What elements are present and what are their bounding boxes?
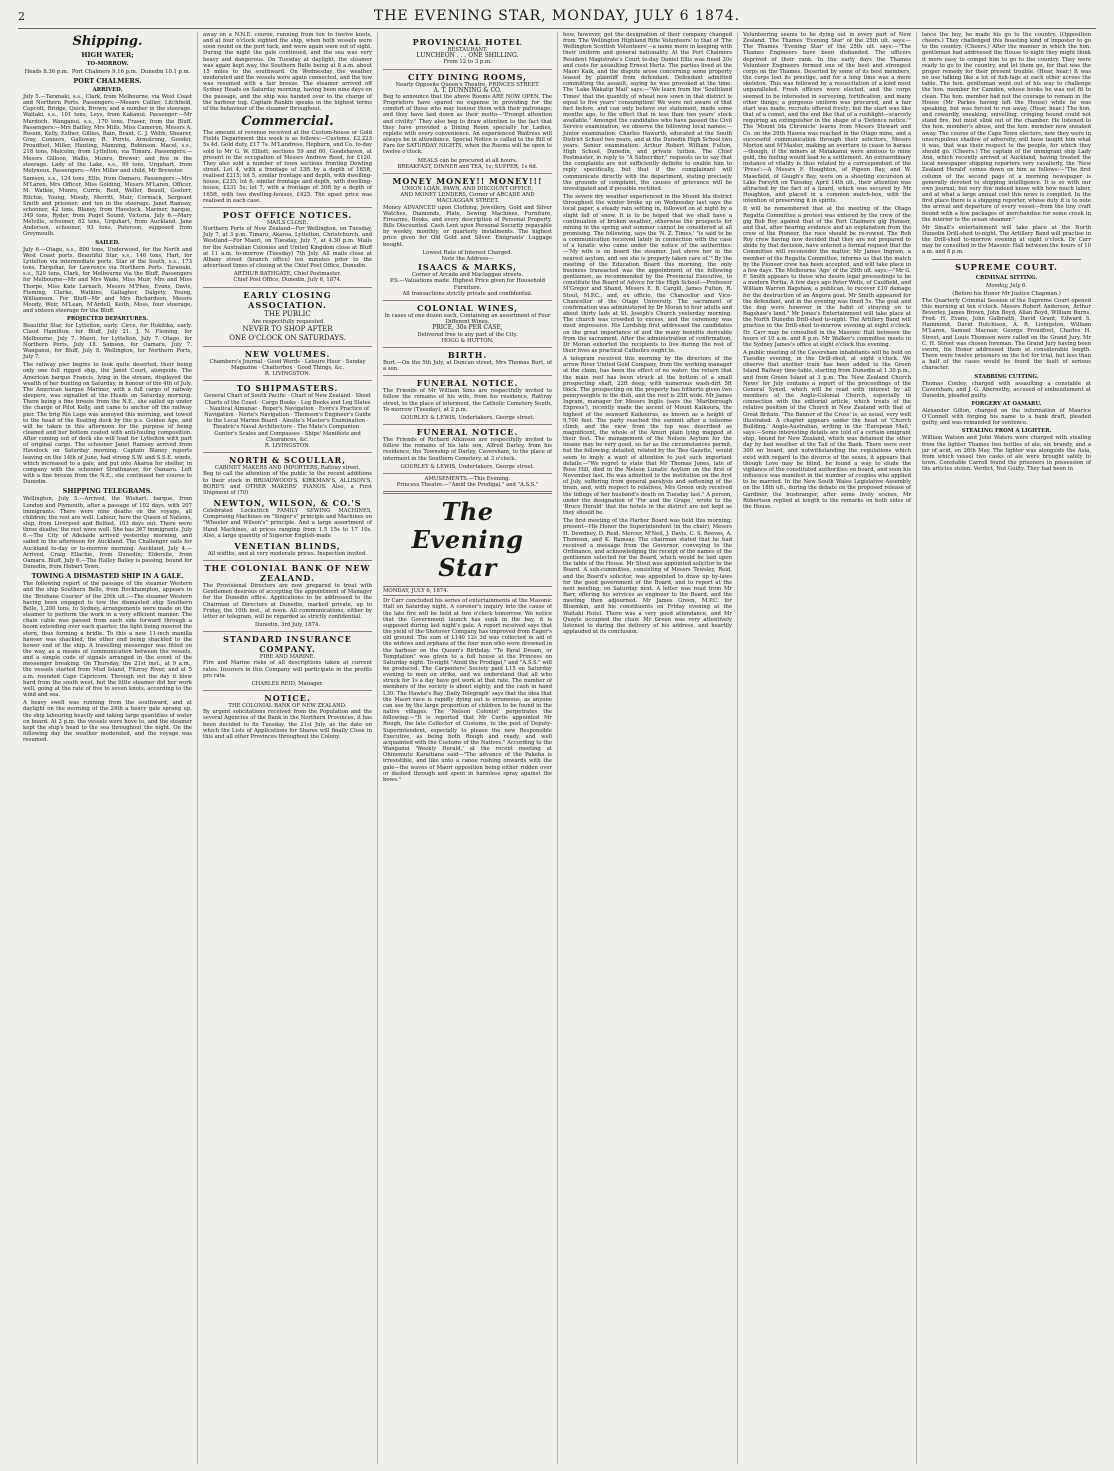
column-3 xyxy=(378,32,558,1464)
colonial-bank-ad xyxy=(203,560,372,628)
criminal-sitting-heading: CRIMINAL SITTING. xyxy=(975,274,1038,281)
towing-continued: away on a N.N.E. course, running from ten to twelve knots, and at four o'clock sighted the ship, when both vessels were soon round on the port tack, and were again soon out of sight. During the night the gale continued, and the sea was very heavy and dangerous. On Tuesday at daylight, the steamer was again kept way, the Southern Belle being at 8 a.m. about 15 miles to the southward. On Wednesday the weather moderated and the vessels were again connected, and the tow was resumed with a fair breeze. The steamer arrived off Sydney Heads on Saturday morning, having been nine days on the passage, and the ship was handed over to the charge of the harbour tug. Captain Rankin speaks in the highest terms of the behaviour of the steamer throughout. xyxy=(203,32,372,112)
funeral-1-text: The Friends of Mr William Sims are respectfully invited to follow the remains of his wife, from his residence, Rattray street, to the place of interment, the Catholic Cemetery South, To-morrow (Tuesday), at 2 p.m. xyxy=(383,388,552,413)
telegrams-heading: SHIPPING TELEGRAMS. xyxy=(62,487,153,496)
evening-star-masthead: The Evening Star xyxy=(411,497,524,583)
dateline xyxy=(383,586,552,596)
forgery-text: Alexander Gillon, charged on the information of Maurice O'Connell with forging his name to a bank draft, pleaded guilty, and was remanded for sentence. xyxy=(922,407,1091,427)
column-5-text-3: A public meeting of the Caversham inhabitants will be held on Tuesday evening, in the Drill-shed, at eight o'clock. We observe that another train has been added to the Green Island Railway time-table, starting from Dunedin at 1.30 p.m., and from Green Island at 3 p.m. The 'New Zealand Church News' for July contains a report of the proceedings of the General Synod, which will be read with interest by all members of the Anglo-Colonial Church, especially in connection with the editorial article, which treats of the relative position of the Church in New Zealand with that of Great Britain. 'The Banner of the Cross' is, as usual, very well illustrated. A chapter appears under the head of 'Church Building.' Anglo-Australian, writing in the 'European Mail,' says:—Some interesting details are told of a certain emigrant ship, bound for New Zealand, which was detained the other day by bad weather at the Tail of the Bank. There were over 300 on board, and notwithstanding the regulations which exist with regard to the divorce of the sexes, it appears that though Love may be blind, he found a way to elude the vigilance of the constituted authorities on board, and soon his influence was manifest in the number of couples who applied to be married. In the New South Wales Legislative Assembly on the 18th ult., during the debate on the proposed release of Gardiner, the bushranger, after some lively scenes, Mr Robertson replied at length to the remarks on both sides of the House. xyxy=(743,349,911,510)
city-dining-sub: Nearly Opposite Queen's Theatre, PRINCES STREET. xyxy=(395,81,540,88)
tide-dunedin: Dunedin 10.1 p.m. xyxy=(140,69,191,75)
mails-close-label: MAILS CLOSE. xyxy=(266,219,309,226)
stabbing-heading: STABBING CUTTING. xyxy=(974,373,1039,380)
page-number: 2 xyxy=(18,10,25,23)
tide-heads: Heads 8.36 p.m. xyxy=(24,69,69,75)
columns xyxy=(18,32,1096,1464)
city-dining-heading: CITY DINING ROOMS, xyxy=(408,71,527,82)
new-volumes-signature: R. LIVINGSTON. xyxy=(264,371,311,378)
arrived-heading: ARRIVED. xyxy=(92,87,123,93)
column-4-text-1: how, however, got the designation of their company changed from 'The Wellington Highland Rifle Volunteers' to that of 'The Wellington Scottish Volunteers'—a name more in keeping with their uniform and general nationality. At the Port Chalmers Resident Magistrate's Court to-day Daniel Ellis was fined 20s and costs for assaulting Ernest Hertz. The parties lived at the Maori Kaik, and the dispute arose concerning some property leased by plaintiff from defendant. Defendant admitted committing the assault, saying he was provoked at the time. The 'Lake Wakatip Mail' says:—"We learn from the 'Southland Times' that the quantity of wheat now sown in that district is equal to five years' consumption! We were not aware of that fact before, and can only believe our statement, made some months ago, to the effect that in less than two years' stock available." Amongst the candidates who have passed the Civil Service examination, we observe the following local names:—Junior examination: Charles Haworth, educated at the South District School two years, and at the Dunedin High School two years. Senior examination: Arthur Robert William Fulton, High School, Dunedin, and private tuition. The Chief Postmaster, in reply to "A Subscriber," requests us to say that the complaints are not sufficiently definite to enable him to reply specifically, but that if the complainant will communicate directly with the department, stating precisely the grounds of complaint, the causes of grievance will be investigated and if possible rectified. xyxy=(563,32,732,192)
column-5 xyxy=(738,32,917,1464)
meals-label: MEALS can be procured at all hours. xyxy=(417,157,518,164)
page-header xyxy=(18,6,1096,29)
provincial-hotel-sub: RESTAURANT. xyxy=(447,47,488,53)
city-dining-text: Beg to announce that the above Rooms ARE NOW OPEN. The Proprietors have spared no expense in providing for the comfort of those who may honour them with their patronage; and they have laid down as their motto—"Prompt attention and civility." They also beg to draw attention to the fact that they have provided a Dining Room specially for Ladies, replete with every convenience. An experienced Waitress will always be in attendance. Special Notice is called to the Bill of Fare for SATURDAY NIGHTS, when the Rooms will be open to twelve o'clock. xyxy=(383,94,552,156)
column-4-text-2: The severe dry weather experienced in the Mount Ida district throughout the winter broke up on Wednesday last says the local paper, a steady rain setting in, followed on at night by a slight fall of snow. It is to be hoped that we shall have a continuation of broken weather, otherwise the prospects for mining in the spring and summer cannot be considered at all promising. The following, says the 'N. Z. Times,' "is said to be a communication received lately in connection with the case of a lunatic who came under the notice of the authorities:—'My wife is on board the steamer. Just shove her in the nearest asylum, and see she is properly taken care of.'" By the meeting of the Education Board this morning, the only business transacted was the appointment of the following gentlemen, as recommended by the Provincial Executive, to constitute the Board of Advice for the High School:—Professor M'Gregor and Shand, Messrs E. B. Cargill, James Fulton, R. Stout, M.P.C., and, ex officio, the Chancellor and Vice-Chancellor of the Otago University. The sacrament of confirmation was administered by Dr Moran to four adults and about thirty lads at St. Joseph's Church yesterday morning. The church was crowded to excess, and the ceremony was most impressive. His Lordship first addressed the candidates on the great importance of and the many benefits derivable from the sacrament. After the administration of confirmation, Dr Moran exhorted the recipients to live during the rest of their lives as practical Catholics ought to. xyxy=(563,194,732,354)
new-volumes-ad xyxy=(203,346,372,378)
towing-heading: TOWING A DISMASTED SHIP IN A GALE. xyxy=(31,572,184,581)
interest-label: Lowest Rate of Interest Charged. xyxy=(422,249,513,256)
money-heading: MONEY MONEY!! MONEY!!! xyxy=(392,175,543,186)
newton-text: Celebrated Lockstitch FAMILY SEWING MACHINES, Comprising Machines on "Singer's" principle and Machines on "Wheeler and Wilson's" principle. And a large assortment of Hand Machines, at prices ranging from 1.5 15s to 17 10s. Also, a large quantity of Superior English-made xyxy=(203,508,372,539)
colonial-wines-price: PRICE, 30s PER CASE, xyxy=(432,324,503,332)
port-chalmers-heading: PORT CHALMERS. xyxy=(73,77,142,85)
arrived-text: July 5.—Taranaki, s.s., Clark, from Melbourne, via West Coast and Northern Ports. Passengers:—Mesars Collier, Litchfield, Capcott, Bridge, Quick, Brown; and a number in the steerage. Waitaki, s.s., 101 tons, Leys, from Kakanui. Passenger:—Mr Murdoch. Wanganui, s.s., 170 tons, Fraser, from the Bluff. Passengers:—Mrs Bailley, Mrs Mills, Miss Cameron, Messrs A. Rossin, Kelly, Esther, Gillies, Bain, Braid, C. J. Webb, Shearer, Gray, Conners, Galloway, R. Purvis, Armstrong, Gooder, Proudfoot, Miller, Hunting, Manning, Robinson. Macel, s.s., 218 tons, Malcolm, from Lyttelton, via Timaru. Passengers:—Messrs Gilloon, Wallis, Munro, Brewer; and five in the steerage. Lady of the Lake, s.s., 99 tons, Urquhart, from Molyneux. Passengers:—Mrs Miller and child, Mr Brewster. xyxy=(23,94,192,174)
union-loan-label: UNION LOAN, PAWN, AND DISCOUNT OFFICE, xyxy=(401,185,534,192)
the-public-label: THE PUBLIC xyxy=(264,309,311,318)
new-volumes-list: Chambers's Journal · Good Words · Leisure Hour · Sunday Magazine · Chatterbox · Good Things, &c. xyxy=(209,358,366,372)
column-6-text-1: lance the boy, he made his go to the country. (Opposition cheers.) They challenged this boasting kind of imposter to go to the country. (Cheers.) After the manner in which the hon. gentleman had addressed the House to-night they might think it more easy to compel him to go to the country. They were ready to go to the country, and let them go, for that was the proper remedy for their present trouble. (Hear, hear.) It was no use talking like a lot of fish-fags at each other across the table. The hon. gentleman went out of his way to challenge the hon. member for Camden, whose books he was not fit to clean. The hon. member had not the courage to remain in the House (Mr Parkes having left the House) while he was speaking, but was forced to run away. (Hear, hear.) The hon. and cowardly, sneaking, snivelling, cringing hound could not stand fire, but must slink out of the chamber. He listened to the hon. member's abuse, and the hon. member now sneaked away. The course of the Cape Town electors, now they were in unscrupulous shadow of adversity, will have taught him what it was, that was their respect to the people, for which they should go. (Cheers.) The captain of the immigrant ship Lady Ann, which recently arrived at Auckland, having treated the local newspaper shipping reporters very cavalierly, the 'New Zealand Herald' comes down on him as follows:—"The first column of the second page of a morning newspaper is generally devoted to shipping intelligence. It is so with our own journal; but very few indeed know with how much labor, and at what a large annual cost this news is compiled. In the first place there is a shipping reporter, whose duty it is to note the arrival and departure of every vessel—from the tiny craft bound with a few packages of merchandise for some creek in the interior to the ocean steamer." xyxy=(922,32,1091,223)
column-6-text-2: Mr Small's entertainment will take place at the North Dunedin Drill-shed to-night. The Artillery Band will practise in the Drill-shed to-morrow evening at eight o'clock. Dr Carr may be consulted in the Masonic Hall between the hours of 10 a.m. and 8 p.m. xyxy=(922,224,1091,256)
projected-text: Beautiful Star, for Lyttelton, early. Circe, for Hokitika, early. Claud Hamilton, for Bluff, July 21. J. N. Fleming, for Melbourne, July 7. Maori, for Lyttelton, July 7. Otago, for Northern Ports, July 18. Samson, for Oamaru, July 7. Wanganui, for Bluff, July 8. Wellington, for Northern Ports, July 7. xyxy=(23,323,192,361)
court-date: Monday, July 6. xyxy=(985,282,1028,289)
colonial-bank-heading: THE COLONIAL BANK OF NEW ZEALAND. xyxy=(204,563,371,584)
north-scoullar-heading: NORTH & SCOULLAR, xyxy=(228,455,347,466)
column-1-tail: A heavy swell was running from the southward, and at daylight on the morning of the 24th a heavy gale sprang up, the ship labouring heavily and taking large quantities of water on board. At 2 p.m. the vessels were hove to, and the steamer kept the ship's head to the sea throughout the night. On the following day the weather moderated, and the voyage was resumed. xyxy=(23,700,192,744)
funeral-2-signature: GOURLEY & LEWIS, Undertakers, George street. xyxy=(400,463,535,470)
column-2 xyxy=(198,32,378,1464)
stabbing-text: Thomas Conley, charged with assaulting a constable at Caversham; and J. G. Abernethy, accused of embezzlement at Dunedin, pleaded guilty. xyxy=(922,380,1091,399)
amusements-text: Princess Theatre.—"Amid the Prodigal," and "A.S.S." xyxy=(396,482,539,489)
funeral-2-text: The Friends of Richard Atkinson are respectfully invited to follow the remains of his late son, Alfred Darley, from his residence, the Township of Darley, Caversham, to the place of interment in the Southern Cemetery, at 3 o'clock. xyxy=(383,437,552,462)
column-5-text-2: It will be remembered that at the meeting of the Otago Regatta Committee a protest was entered by the crew of the gig Rob Roy against that of the Port Chalmers gig Pioneer, and that, after hearing evidence and an explanation from the crew of the Pioneer, the race should be re-rowed. The Rob Roy crew having now decided that they are not prepared to abide by that decision, have entered a formal request that the Committee will reconsider the matter. Mr James Ingram, a member of the Regatta Committee, informs us that the match by the Pioneer crew has been accepted, and will take place in a few days. The Melbourne 'Age' of the 29th ult. says:—"Mr G. F. Smith appears to those who desire legal proceedings to be a modern Portia. A few days ago Peter Wells, of Caulfield, and William Warren Bagshaw, a publican, to recover £10 damage for the destruction of an Angora goat. Mr Smith appeared for the defendant, and in the evening was fined 5s. The goat and the dog were however in the habit of straying on to Bagshaw's land." Mr Jones's Entertainment will take place at the North Dunedin Drill-shed to-night. The Artillery Band will practise in the Drill-shed to-morrow evening at eight o'clock. Dr. Carr may be consulted in the Masonic Hall between the hours of 10 a.m. and 8 p.m. Mr Walker's committee meets in the Sydney James's office at eight o'clock this evening. xyxy=(743,206,911,348)
colonial-wines-delivered: Delivered free to any part of the City. xyxy=(417,331,518,338)
luncheon-label: LUNCHEON . . . ONE SHILLING. xyxy=(416,52,519,60)
colonial-bank-text: The Provisional Directors are now prepared to treat with Gentlemen desirous of accepting the appointment of Manager for the Dunedin office. Applications to be addressed to the Chairman of Directors at Dunedin, marked private, up to Friday, the 10th inst., at noon. All communications, either by letter or telegram, will be regarded as strictly confidential. xyxy=(203,583,372,620)
colonial-bank-date: Dunedin, 3rd July, 1874. xyxy=(254,622,321,628)
bank-notice-sub: THE COLONIAL BANK OF NEW ZEALAND. xyxy=(228,703,347,710)
early-closing-heading: EARLY CLOSING ASSOCIATION. xyxy=(243,289,332,310)
bank-notice-ad xyxy=(203,690,372,740)
post-office-ad xyxy=(203,207,372,284)
post-office-text: Northern Ports of New Zealand—For Wellington, on Tuesday, July 7, at 3 p.m. Timaru, Akaroa, Lyttelton, Christchurch, and Westland—For Maori, on Tuesday, July 7, at 4.30 p.m. Mails for the Australian Colonies and United Kingdom close at Bluff at 11 a.m. to-morrow (Tuesday) 7th July. All mails close at Albany street (branch office) ten minutes prior to the advertised times of closing at the Chief Post Office, Dunedin. xyxy=(203,226,372,270)
column-6 xyxy=(917,32,1096,1464)
address-note: Note the Address— xyxy=(441,255,494,262)
post-office-date: Chief Post Office, Dunedin, July 6, 1874. xyxy=(233,277,342,284)
amusements-heading: AMUSEMENTS.—This Evening. xyxy=(424,475,511,482)
post-office-signature: ARTHUR BATHGATE, Chief Postmaster. xyxy=(233,271,342,278)
never-label: NEVER TO SHOP AFTER xyxy=(242,324,333,333)
colonial-wines-signature: HOGG & HUTTON. xyxy=(441,337,494,344)
court-rule xyxy=(932,259,1081,260)
colonial-wines-ad xyxy=(383,300,552,344)
funeral-notice-2 xyxy=(383,424,552,470)
shipmasters-signature: R. LIVINGSTON. xyxy=(264,443,311,450)
column-1 xyxy=(18,32,198,1464)
supreme-court-heading: SUPREME COURT. xyxy=(954,262,1059,273)
post-office-heading: POST OFFICE NOTICES. xyxy=(222,209,353,220)
commercial-text: The amount of revenue received at the Custom-house or Gold Fields Department this week is as follows:—Customs, £2,223 5s 4d. Gold duty, £17 7s. M'Landress, Hepburn, and Co. to-day sold to Mr G. W. Elliott, sections 59 and 60, Goodshaven, at present in the occupation of Messrs Andrew Reed, for £120. They also sold a number of town sections fronting Dowling street. Lot 4, with a frontage of 33ft by a depth of 165ft, realised £215; lot 5, similar frontage and depth, with dwelling-house, £235; lot 6, similar frontage and depth, with dwelling-house, £231 5s; lot 7, with a frontage of 30ft by a depth of 165ft, with two dwelling-houses, £425. The upset price was realised in each case. xyxy=(203,130,372,204)
page-title: THE EVENING STAR, MONDAY, JULY 6 1874. xyxy=(373,8,741,24)
column-5-text-1: Volunteering seems to be dying out in every part of New Zealand. The Thames 'Evening Star' of the 25th ult. says:—The Thames 'Evening Star' of the 25th ult. says:—"The Thames Engineers have been disbanded. The officers deprived of their rank. In the early days the Thames Volunteer Engineers formed one of the best and strongest corps on the Thames. Deserted by some of its best members, the corps lost its prestige, and for a long time was a mere skeleton. This was followed by a resuscitation of a kind most unparalleled. Fresh officers were elected, and the corps seemed to be interested in surveying, fortification, and many other things; a gorgeous uniform was procured, and a fair start was made, recruits offered freely; but the start was like that of a comet, and the end like that of a rushlight—scarcely requiring an extinguisher in the shape of a 'Defence notice.'" The 'Mount Ida Chronicle' learns from Messrs Stewart and Co. on the 29th Hawea was reached in the Otago mine, and a successful communication through their solicitors, Messrs Morton and M'Master, making an overture to cease to harass—though, if the miners at Matakanui were anxious to mine gold, the feeling would lead to a settlement. An extraordinary instance of vitality is thus related by a correspondent of the 'Press':—A Messrs F. Houghton, of Pigeon Bay, and W. Masefield, of Gough's Bay, were on a shooting excursion at Lake Forsyth on Tuesday, April 14th ult., their attention was attracted by the fact of a lizard, which was secured by Mr Houghton, and placed in a common match-box, with the intention of preserving it in spirits. xyxy=(743,32,911,205)
column-4 xyxy=(558,32,738,1464)
north-scoullar-ad xyxy=(203,452,372,557)
masthead-rule-top xyxy=(383,491,552,494)
money-ad xyxy=(383,173,552,297)
towing-text: The following report of the passage of the steamer Western and the ship Southern Belle, from Rockhampton, appears in the 'Brisbane Courier' of the 29th ult.:—The steamer Western having been engaged to tow the dismasted ship Southern Belle, 1,200 tons, to Sydney, arrangements were made on the steamer to perform the work in a very efficient manner. The chain cable was passed from each side forward through a boom extending over each quarter, the light being moored the stern, thus forming a bridle. To this a new 11-inch manilla hawser was shackled, the other end being shackled to the bower end of the ship. A travelling messenger was fitted on the way, as a means of communication between the vessels, and a simple code of signals arranged in the event of the messenger breaking. On Thursday, the 21st inst., at 9 a.m., the vessels started from Mud Island, Fitzroy River, and at 5 a.m. rounded Cape Capricorn. Through out the day it blew hard from the south west, but the little steamer did her work well, going at the rate of five to seven knots, according to the wind and sea. xyxy=(23,581,192,699)
dateline-text: MONDAY, JULY 6, 1874. xyxy=(383,588,449,595)
bank-notice-text: By urgent solicitations received from the Population and the several Agencies of the Bank in the Northern Provinces, it has been decided to fix Tuesday, the 21st July, as the date on which the Lists of Applications for Shares will finally Close in this and all other Provinces throughout the Colony. xyxy=(203,709,372,740)
requested-label: Are respectfully requested xyxy=(251,318,324,325)
stealing-heading: STEALING FROM A LIGHTER. xyxy=(961,428,1052,435)
north-scoullar-text: Beg to call the attention of the public to the recent additions to their stock in BROADWOOD'S, KIRKMAN'S, ALLISON'S, BORD'S and OTHER MAKERS' PIANOS. Also, a First Shipment of (70) xyxy=(203,471,372,496)
isaacs-marks-private: All transactions strictly private and confidential. xyxy=(402,290,533,297)
early-closing-ad xyxy=(203,287,372,343)
sailed-heading: SAILED. xyxy=(95,239,120,246)
north-scoullar-sub: CABINET MAKERS AND IMPORTERS, Rattray street, xyxy=(214,465,361,472)
shipping-title: Shipping. xyxy=(72,34,143,49)
breakfast-label: BREAKFAST, DINNER and TEA, 1s; SUPPER, 1s 6d. xyxy=(397,163,538,170)
funeral-2-heading: FUNERAL NOTICE. xyxy=(416,427,519,438)
sailed-text: July 6.—Otago, s.s., 800 tons, Underwood, for the North and West Coast ports. Beautiful Star, s.s., 146 tons, Hart, for Lyttelton via intermediate ports. Star of the South, s.s., 173 tons, Farquhar, for Lawrence via Northern Ports. Taranaki, s.s., 520 tons, Clark, for Melbourne via the Bluff. Passengers for Melbourne—Mr and Mrs Wade, Miss Muir, Mrs and Miss Thorpe, Miss Kate Larnach, Messrs M'Phee, Evans, Davis, Fleming, Clarke, Watkins, Gallagher, Dalgety, Young, Williamson. For Bluff—Mr and Mrs Richardson, Messrs Moody, Weir, M'Lean, M'Ardell, Keith, Moss, four steerage, and sixteen steerage for the Bluff. xyxy=(23,246,192,315)
court-judge: (Before his Honor Mr Justice Chapman.) xyxy=(952,290,1061,297)
provincial-hotel-ad xyxy=(383,35,552,66)
column-4-text-3: A telegram received this morning by the directors of the arrow River United Gold Company, from the working manager at the claim, has been the effect of no water: the return that the main reef has been struck at the bottom of a small prospecting shaft, 22ft deep, with numerous wash-dirt 5ft thick. The prospecting on the property has hitherto given two pennyweights to the dish, and the reef is 25ft wide. Mr James Ingram, manager for Messrs Inglis (says the 'Marlborough Express'), recently made the ascent of Mount Kaikoura, the highest of the seaward Kaikouras, as known as a height of 9,700 feet. The party reached the summit after a toilsome climb, and the view from the top was described as magnificent, the whole of the Amuri plain lying mapped at their feet. The management of the Nelson Asylum for the insane may be very good, so far as the circumstances permit, but the following, detailed, related by the 'Bee Gazette,' would seem to imply a want of attention to just such important details:—"We regret to state that Mr Thomas Jones, late of Rose Hill, died in the Nelson Lunatic Asylum on the first of November last. He was admitted to the institution on the first of July, suffering from general paralysis and softening of the brain, and, with respect to relatives, Mrs Green only received the tidings of her husband's death on Tuesday last." A person, under the designation of 'For and the Grape,' wrote to the 'Bruce Herald' that the hotels in the district are not kept as they should be. xyxy=(563,356,732,517)
commercial-title: Commercial. xyxy=(241,114,334,130)
standard-insurance-ad xyxy=(203,631,372,687)
forgery-heading: FORGERY AT OAMARU. xyxy=(971,400,1042,407)
money-text: Money ADVANCED upon Clothing, Jewellery, Gold and Silver Watches, Diamonds, Plate, Sewing Machines, Furniture, Firearms, Books, and every description of Personal Property. Bills Discounted. Cash Lent upon Personal Security repayable by weekly, monthly, or quarterly instalments. The highest price given for Old Gold and Silver. Emigrants' Luggage bought. xyxy=(383,204,552,248)
city-dining-ad xyxy=(383,69,552,170)
projected-heading: PROJECTED DEPARTURES. xyxy=(66,316,149,323)
shipmasters-list: General Chart of South Pacific · Chart of New Zealand · Sheet Charts of the Coast · Cargo Books · Log Books and Log Slates · Nautical Almanac · Roper's Navigation · Evers's Practice of Navigation · Norie's Navigation · Thomson's Engineer's Guide to the Local Marine Board · Ainslie's Master's Examination · Theatric's Naval Architecture · The Mate's Companion · Gunter's Scales and Compasses · Ships' Manifests and Clearances, &c. xyxy=(204,393,371,443)
tide-port-chalmers: Port Chalmers 9.16 p.m. xyxy=(71,69,138,75)
standard-insurance-signature: CHARLES REID, Manager. xyxy=(251,680,324,687)
standard-insurance-text: Fire and Marine risks of all descriptions taken at current rates. Insurers in this Company will participate in the profits pro rata. xyxy=(203,660,372,679)
high-water-heading: HIGH WATER; xyxy=(81,51,134,59)
tomorrow-label: TO-MORROW. xyxy=(86,61,129,67)
bank-notice-heading: NOTICE. xyxy=(264,693,311,704)
telegrams-text: Wellington, July 5.—Arrived, the Wishart, barque, from London and Plymouth, after a passage of 102 days, with 207 immigrants. There were nine deaths on the voyage, all children; the rest are well. Labour, here the Queen of Nations, ship, from Liverpool and Belfast, 103 days out. There were three deaths; the rest were well. She has 367 immigrants. July 6.—The City of Adelaide arrived yesterday morning, and sailed in the afternoon for Auckland. The Challenger sails for Auckland to-day or to-morrow morning. Auckland, July 4.—Arrived, Craig Ellachie, from Dunedin; Elderslie, from Oamaru. Bluff, July 6.—The Halley Bailey is passing, bound for Dunedin, from Hobart Town. xyxy=(23,496,192,571)
amusements-notice xyxy=(383,473,552,488)
isaacs-marks-ps: P.S.—Valuations made. Highest Price given for Household Furniture. xyxy=(389,278,546,291)
newton-heading: NEWTON, WILSON, & CO.'S xyxy=(213,498,362,509)
funeral-1-signature: GOURLEY & LEWIS, Undertakers, George street. xyxy=(400,414,535,421)
tide-table xyxy=(23,69,192,75)
isaacs-marks-sub: Corner of Arcade and Maclaggan streets. xyxy=(411,272,524,279)
colonial-wines-text: In cases of one dozen each, Containing an assortment of Four Different Wines. xyxy=(384,312,551,326)
city-dining-proprietors: A. T. DUNNING & CO. xyxy=(433,86,502,94)
isaacs-marks-heading: ISAACS & MARKS, xyxy=(418,262,517,273)
birth-text: Burt.—On the 5th July, at Duncan street, Mrs Thomas Burt, of a son. xyxy=(383,359,552,373)
standard-insurance-heading: STANDARD INSURANCE COMPANY. xyxy=(223,634,352,655)
provincial-hotel-heading: PROVINCIAL HOTEL xyxy=(412,37,523,47)
colonial-wines-heading: COLONIAL WINES, xyxy=(416,302,518,313)
standard-insurance-sub: FIRE AND MARINE. xyxy=(259,654,316,661)
shipmasters-heading: TO SHIPMASTERS. xyxy=(236,383,339,394)
provincial-hotel-hours: From 12 to 3 p.m. xyxy=(443,59,492,66)
money-office-label: AND MONEY LENDERS, Corner of ARCADE AND MACLAGGAN STREET. xyxy=(400,192,535,205)
editorial-text: Dr Carr concluded his series of entertainments at the Masonic Hall on Saturday night. A coroner's inquiry into the cause of the late fire will be held at two o'clock tomorrow. We notice that the Government launch has sunk in the bay, it is supposed during last night's gale. A report received says that the yield of the Shotover Company has improved from Eager's old ground. The sum of L140 12s 3d was collected in aid of the widows and orphans of the four men who were drowned in the harbour on the Queen's Birthday. "To Paral Dream, or Temptation" was given to a full house at the Princess on Saturday night. To-night "Amid the Prodigal," and "A.S.S." will be produced. The Carpenters' Society paid L15 on Saturday evening to men on strike, and we understand that all who struck for 1s a day have got work at that rate. The number of members of the society is about eighty, and the cash in hand L30. The Hawke's Bay 'Daily Telegraph' says that the idea that the Maori race is rapidly dying out is erroneous, as anyone can see by the large proportion of children to be found in the native villages. The 'Nelson Colonist' perpetrates the following:—"It is reported that Mr Curtis appointed Mr Rough, the late Collector of Customs, to the post of Deputy-Superintendent, especially to please the new Responsible Executive, as being both Rough and ready, and well acquainted with the Customs of the Natives." According to the Wanganui 'Weekly Herald,' at the recent meeting at Ohinemutu Karaitiana said—"The advance of the Pakeha is irresistible, and like unto a canoe rushing onwards with the gale—the waves of Maori opposition being either ridden over or dashed through and spent in harmless spray against the bows." xyxy=(383,598,552,783)
column-4-text-4: The first meeting of the Harbor Board was held this morning; present—His Honor the Superintendent (in the chair), Messrs H. Dewdney, D. Reid, Mercer, M'Neil, J. Davis, C. S. Reeves, A. Thomson, and K. Ramsay. The chairman stated that he had received a message from the Governor, conveying to the Ordinance, and acknowledging the receipt of the names of the gentlemen selected for the Board, which would be laid upon the table of the House. Mr Stout was appointed solicitor to the Board. A sub-committee, consisting of Messrs Tewsley, Reid, and the Board's solicitor, was appointed to draw up by-laws for the good government of the Board, and to report at the next meeting, on Saturday next. A letter was read from Mr Barr, offering his services as engineer to the Board, and the meeting then adjourned. Mr James Green, M.P.C. for Bluemkin, and his constituents on Friday evening at the Waitahi Hotel. There was a very good attendance, and Mr Quayle occupied the chair. Mr Green was very attentively listened to during the delivery of his address, and heartily applauded at its conclusion. xyxy=(563,518,732,635)
funeral-notice-1 xyxy=(383,375,552,421)
venetian-text: All widths, and at very moderate prices. Inspection invited. xyxy=(207,550,368,557)
shipmasters-ad xyxy=(203,380,372,449)
shipping-news: The railway pier begins to look quite deserted, their being only one full rigged ship, the Janet Court, alongside. The American barque Francis, lying in the stream, displayed the wealth of her bunting on Saturday, in honour of the 4th of July. The American barque Mariner, with a full cargo of railway sleepers, was signalled at the Heads on Saturday morning. There being a fine breeze from the N.E., she sailed up under the charge of Pilot Kelly, and came to anchor off the railway pier. The brig Rio Loge was annoyed this morning, and towed to the head of the floating dock by the p.s. Golden Age, and will be taken in this afternoon for the purpose of being cleaned and her bottom coated with anti-fouling composition. After coming out of dock she will load for Lyttelton with part of original cargo. The schooner Janet Ramsay arrived from Havelock on Saturday morning. Captain Blaney reports leaving on the 14th of June, had strong S.W. and S.S.E. winds, which increased to a gale, and put into Akaroa for shelter, in company with the schooner Strathnaver, for Oamaru. Left with a fine breeze from the N.E., she continued her course to Dunedin. xyxy=(23,362,192,486)
court-text: The Quarterly Criminal Session of the Supreme Court opened this morning at ten o'clock. Messrs Robert Anderson, Arthur Beverley, James Brown, John Boyd, Allan Boyd, William Burns, Fred. H. Evans, John Galbraith, David Grant, Edward S. Hammond, David Hutchison, A. R. Livingston, William M'Laren, Samuel Macnair, George Proudfoot, Charles H. Street, and Louis Thomsen were called on the Grand Jury. Mr C. H. Street was chosen foreman. The Grand Jury having been sworn, his Honor addressed them at considerable length. There were twelve prisoners on the list for trial, but less than a half of the cases would be found the fault of serious character. xyxy=(922,297,1091,372)
venetian-heading: VENETIAN BLINDS, xyxy=(234,540,341,551)
arrived-text-2: Samson, s.s., 124 tons, Ellis, from Oamaru. Passengers:—Mrs M'Laren, Mrs Officer, Miss Golding, Messrs M'Laren, Officer, M. Watkie, Munro, Currie, Reid, Weller, Beaull, Gosterr, Ritchie, Young, Moody, Merritt, Muir, Cormack, Sergeant Smith and prisoner; and ten in the steerage. Janet Ramsay, schooner, 42 tons, Blaney, from Havelock. Mariner, barque, 349 tons, Ryder, from Puget Sound, Victoria. July 6.—Mary Melville, schooner, 62 tons, Urquhart, from Auckland. Jane Anderson, schooner, 93 tons, Paterson, supposed from Greymouth. xyxy=(23,176,192,238)
new-volumes-heading: NEW VOLUMES. xyxy=(244,348,331,359)
one-oclock-label: ONE O'CLOCK ON SATURDAYS. xyxy=(229,333,346,342)
birth-notice xyxy=(383,347,552,372)
stealing-text: William Watson and John Waters were charged with stealing from the lighter Thames two bottles of ale, six brandy, and a jar of acid, on 26th May. The lighter was alongside the Asia, from which vessel two casks of ale were brought safely to town. Constable Carroll found the prisoners in possession of the articles stolen. Verdict, Not Guilty. They had been in xyxy=(922,435,1091,473)
birth-heading: BIRTH. xyxy=(447,349,488,360)
funeral-1-heading: FUNERAL NOTICE. xyxy=(416,378,519,389)
